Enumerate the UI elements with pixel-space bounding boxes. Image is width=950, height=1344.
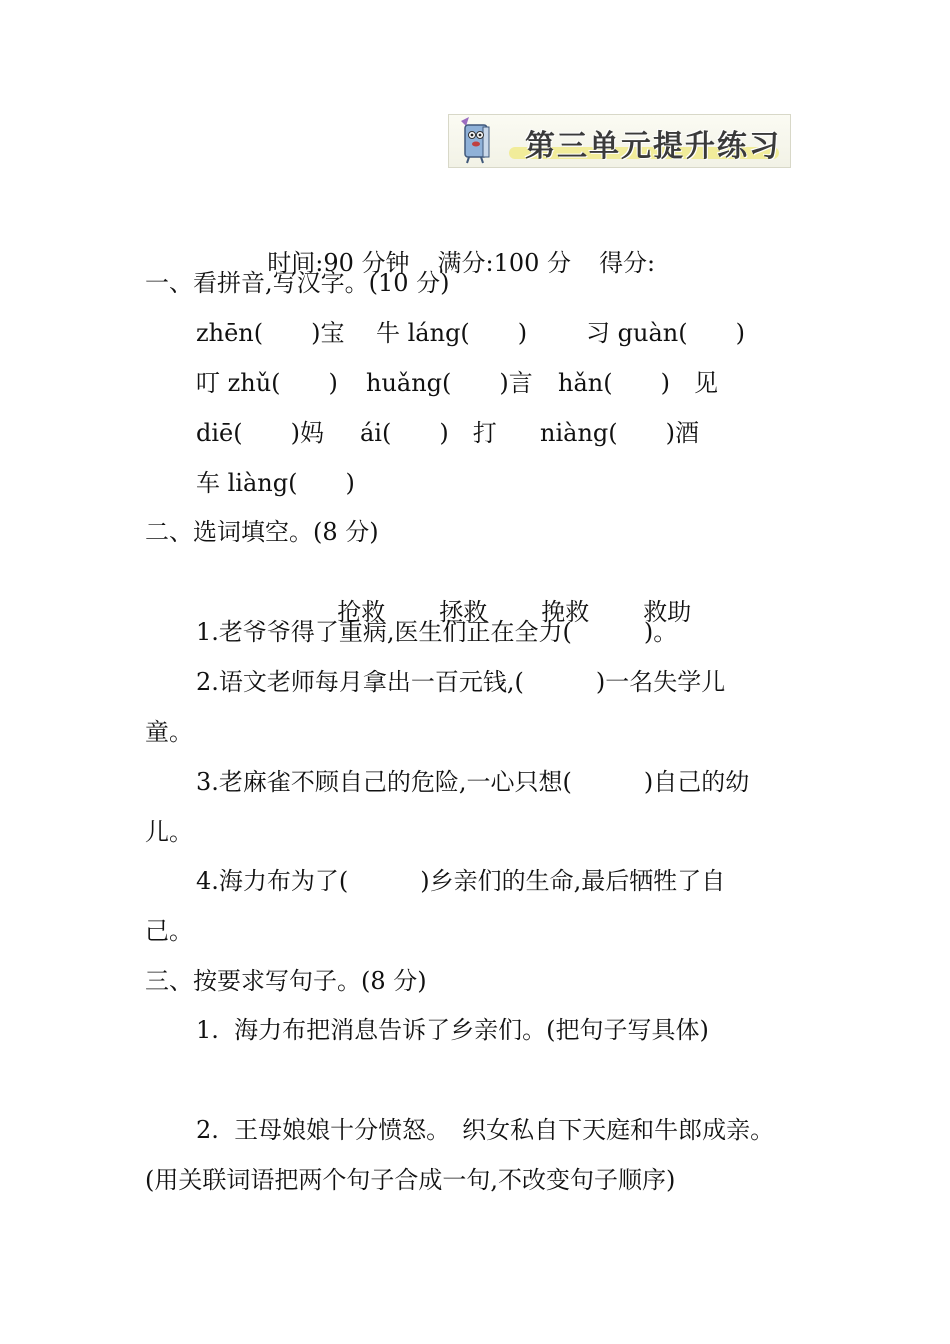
- word-bank-item: 抢救: [337, 598, 386, 626]
- fill-question-4-cont: 己。: [145, 917, 193, 945]
- pinyin-item: 牛 láng( ): [376, 319, 528, 347]
- banner-title: 第三单元提升练习: [525, 129, 781, 164]
- pinyin-item: 叮 zhǔ( ): [196, 369, 338, 397]
- sentence-question-2-cont: (用关联词语把两个句子合成一句,不改变句子顺序): [145, 1166, 676, 1194]
- pinyin-item: huǎng( )言: [366, 369, 533, 397]
- pinyin-item: zhēn( )宝: [196, 319, 345, 347]
- section-2-title: 二、选词填空。(8 分): [145, 518, 379, 546]
- unit-banner: [448, 114, 791, 168]
- time-label: 时间:90 分钟: [267, 249, 410, 277]
- fill-question-2: 2.语文老师每月拿出一百元钱,( )一名失学儿: [196, 668, 726, 696]
- fill-question-4: 4.海力布为了( )乡亲们的生命,最后牺牲了自: [196, 867, 726, 895]
- word-bank-item: 挽救: [541, 598, 590, 626]
- book-mascot-icon: [453, 117, 501, 165]
- sentence-question-1: 1. 海力布把消息告诉了乡亲们。(把句子写具体): [196, 1016, 709, 1044]
- pinyin-item: 习 guàn( ): [586, 319, 745, 347]
- full-score-label: 满分:100 分: [437, 249, 572, 277]
- sentence-question-2: 2. 王母娘娘十分愤怒。 织女私自下天庭和牛郎成亲。: [196, 1116, 775, 1144]
- pinyin-item: diē( )妈: [196, 419, 324, 447]
- fill-question-2-cont: 童。: [145, 718, 193, 746]
- pinyin-item: niàng( )酒: [540, 419, 699, 447]
- fill-question-3-cont: 儿。: [145, 818, 193, 846]
- fill-question-3: 3.老麻雀不顾自己的危险,一心只想( )自己的幼: [196, 768, 750, 796]
- word-bank-item: 拯救: [439, 598, 488, 626]
- fill-question-1: 1.老爷爷得了重病,医生们正在全力( )。: [196, 618, 678, 646]
- pinyin-item: ái( ) 打: [360, 419, 497, 447]
- pinyin-item: 车 liàng( ): [196, 469, 355, 497]
- section-1-title: 一、看拼音,写汉字。(10 分): [145, 269, 450, 297]
- section-3-title: 三、按要求写句子。(8 分): [145, 967, 427, 995]
- score-label: 得分:: [599, 249, 656, 277]
- pinyin-item: hǎn( ) 见: [558, 369, 718, 397]
- word-bank-item: 救助: [643, 598, 692, 626]
